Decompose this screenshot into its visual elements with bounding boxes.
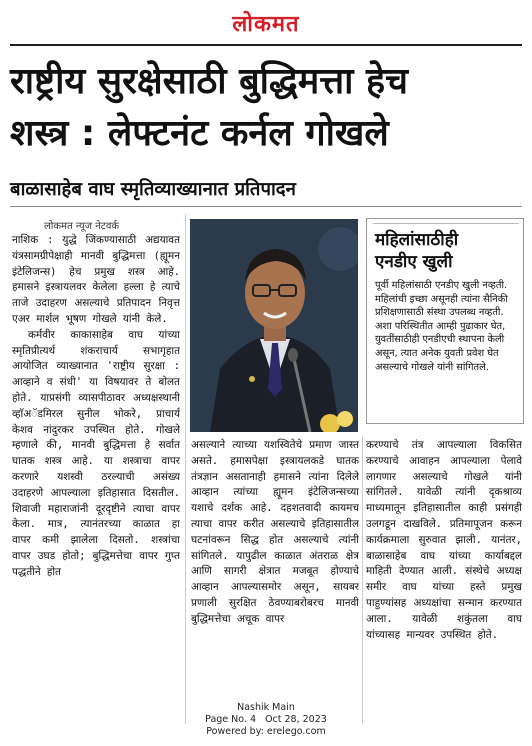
sidebar-box (366, 218, 524, 424)
article-column-1 (12, 233, 180, 723)
column-divider (185, 214, 186, 724)
masthead (0, 0, 532, 40)
speaker-photo (190, 219, 358, 432)
speaker-photo-illustration (190, 219, 358, 432)
paragraph: असल्याने त्याच्या यशस्वितेचे प्रमाण जास्त असते. हमासपेक्षा इस्त्रायलकडे घातक तंत्रज्ञान असतानाही हमासने त्यांना दिलेले आव्हान त्यांच्या ह्यूमन इंटेलिजन्सच्या यशाचे दर्शक आहे. दहशतवादी कायमच त्याचा वापर करीत असल्याचे इतिहासातील घटनांवरून सिद्ध होत असल्याचे त्यांनी सांगितले. यापुढील काळात अंतराळ क्षेत्र आणि सागरी क्षेत्रात मजबूत होण्याचे आव्हान आपल्यासमोर असून, सायबर प्रणाली सुरक्षित ठेवण्याबरोबरच मानवी बुद्धिमत्तेचा अचूक वापर (191, 439, 359, 625)
footer-powered-by: Powered by: erelego.com (206, 726, 326, 737)
footer (0, 702, 532, 738)
newspaper-logo: लोकमत (232, 12, 300, 37)
paragraph: नाशिक : युद्धे जिंकण्यासाठी अद्ययावत यंत्रसामग्रीपेक्षाही मानवी बुद्धिमत्ता (ह्यूमन इंटेलिजन्स) हेच प्रमुख शस्त्र आहे. हमासने इस्त्रायलवर केलेला हल्ला हे त्याचे ताजे उदाहरण असल्याचे प्रतिपादन निवृत्त एअर मार्शल भूषण गोखले यांनी केले. (12, 234, 180, 325)
article-column-2 (191, 438, 359, 730)
sidebar-top-rule (373, 223, 519, 224)
byline: लोकमत न्यूज नेटवर्क (44, 221, 120, 232)
headline-line-1: राष्ट्रीय सुरक्षेसाठी बुद्धिमत्ता हेच (10, 61, 408, 102)
footer-page-date: Page No. 4 Oct 28, 2023 (205, 714, 327, 725)
column-divider (362, 436, 363, 724)
masthead-rule (10, 44, 522, 46)
paragraph: कर्मवीर काकासाहेब वाघ यांच्या स्मृतिप्रीत्यर्थ शंकराचार्य सभागृहात आयोजित व्याख्यानात 'राष्ट्रीय सुरक्षा : आव्हाने व संधी' या विषयावर ते बोलत होते. याप्रसंगी व्यासपीठावर अध्यक्षस्थानी व्हाॅअॅडमिरल सुनील भोकरे, प्राचार्य केशव नांदुरकर उपस्थित होते. गोखले म्हणाले की, मानवी बुद्धिमत्ता हे सर्वात घातक शस्त्र आहे. या शस्त्राचा वापर करणारे यशस्वी ठरल्याची असंख्य उदाहरणे आपल्याला इतिहासात दिसतील. शिवाजी महाराजांनी दूरदृष्टीने त्याचा वापर केला. मात्र, त्यानंतरच्या काळात हा वापर कमी झालेला दिसतो. शस्त्रांचा वापर उघड होतो; बुद्धिमत्तेचा वापर गुप्त पद्धतीने होत (12, 328, 180, 578)
article-column-3 (366, 438, 522, 730)
sidebar-title-line-1: महिलांसाठीही (375, 230, 459, 250)
sidebar-body: पूर्वी महिलांसाठी एनडीए खुली नव्हती. महिलांची इच्छा असूनही त्यांना सैनिकी प्रशिक्षणासाठी संस्था उपलब्ध नव्हती. अशा परिस्थितीत आम्ही पुढाकार घेत, युवतींसाठीही एनडीएची स्थापना केली असून, त्यात अनेक युवती प्रवेश घेत असल्याचे गोखले यांनी सांगितले. (375, 280, 508, 373)
subhead-rule (10, 206, 522, 207)
subheadline: बाळासाहेब वाघ स्मृतिव्याख्यानात प्रतिपादन (10, 179, 296, 200)
headline-line-2: शस्त्र : लेफ्टनंट कर्नल गोखले (10, 113, 389, 154)
footer-edition: Nashik Main (237, 702, 295, 713)
paragraph: करण्याचे तंत्र आपल्याला विकसित करण्याचे आवाहन आपल्याला पेलावे लागणार असल्याचे गोखले यांनी सांगितले. यावेळी त्यांनी दृकश्राव्य माध्यमातून इतिहासातील काही प्रसंगही उलगडून दाखविले. प्रतिमापूजन करून कार्यक्रमाला सुरुवात झाली. यानंतर, बाळासाहेब वाघ यांच्या कार्याबद्दल माहिती देण्यात आली. संस्थेचे अध्यक्ष समीर वाघ यांच्या हस्ते प्रमुख पाहुण्यांसह अध्यक्षांचा सन्मान करण्यात आला. यावेळी शकुंतला वाघ यांच्यासह मान्यवर उपस्थित होते. (366, 439, 522, 641)
sidebar-title-line-2: एनडीए खुली (375, 252, 453, 272)
